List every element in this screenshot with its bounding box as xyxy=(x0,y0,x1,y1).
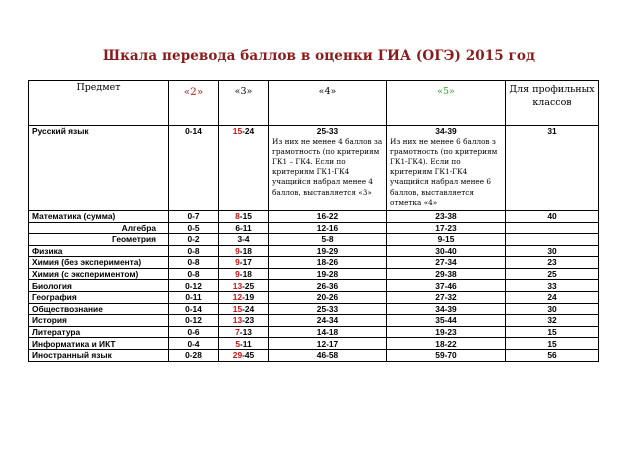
cell-grade-2: 0-14 xyxy=(169,303,219,315)
cell-grade-4: 16-22 xyxy=(269,210,387,222)
cell-grade-2: 0-12 xyxy=(169,280,219,292)
grade-3-start: 8 xyxy=(235,210,240,221)
table-row xyxy=(29,234,599,246)
cell-grade-5: 23-38 xyxy=(387,210,506,222)
cell-grade-5: 59-70 xyxy=(387,350,506,362)
grade-3-end: -24 xyxy=(242,126,255,136)
table-row xyxy=(29,315,599,327)
grade-3-start: 9 xyxy=(235,245,240,256)
cell-profile: 33 xyxy=(506,280,599,292)
cell-profile: 15 xyxy=(506,326,599,338)
cell-profile: 25 xyxy=(506,268,599,280)
cell-grade-3 xyxy=(219,257,269,269)
table-row xyxy=(29,222,599,234)
table-row xyxy=(29,257,599,269)
cell-grade-4: 24-34 xyxy=(269,315,387,327)
cell-grade-3 xyxy=(219,315,269,327)
grade-3-end: -18 xyxy=(239,245,252,256)
grade-3-end: -13 xyxy=(239,326,252,337)
cell-grade-2: 0-8 xyxy=(169,245,219,257)
grade-3-end: -23 xyxy=(242,315,255,326)
cell-subject: Физика xyxy=(29,245,169,257)
grade-5-range: 34-39 xyxy=(435,126,457,136)
cell-subject: Биология xyxy=(29,280,169,292)
grade-3-start: 13 xyxy=(232,315,243,326)
table-row xyxy=(29,268,599,280)
cell-grade-2: 0-4 xyxy=(169,338,219,350)
cell-profile: 30 xyxy=(506,245,599,257)
cell-profile xyxy=(506,234,599,246)
cell-grade-4: 14-18 xyxy=(269,326,387,338)
cell-grade-3 xyxy=(219,338,269,350)
cell-subject: Геометрия xyxy=(29,234,169,246)
grade-3-end: -25 xyxy=(242,280,255,291)
cell-grade-3 xyxy=(219,326,269,338)
grade-3-start: 15 xyxy=(232,126,243,136)
table-row xyxy=(29,210,599,222)
grade-3-end: -11 xyxy=(240,338,252,349)
cell-grade-2: 0-2 xyxy=(169,234,219,246)
cell-grade-5: 17-23 xyxy=(387,222,506,234)
cell-grade-5: 35-44 xyxy=(387,315,506,327)
grade-3-start: 13 xyxy=(232,280,243,291)
cell-grade-3 xyxy=(219,268,269,280)
grade-3-start: 9 xyxy=(235,257,240,268)
cell-grade-2: 0-11 xyxy=(169,292,219,304)
cell-grade-2: 0-14 xyxy=(169,126,219,211)
cell-grade-5: 27-32 xyxy=(387,292,506,304)
cell-grade-2: 0-8 xyxy=(169,268,219,280)
cell-profile xyxy=(506,222,599,234)
cell-subject: География xyxy=(29,292,169,304)
cell-grade-3 xyxy=(219,280,269,292)
cell-profile: 15 xyxy=(506,338,599,350)
grade-3-start: 9 xyxy=(235,268,240,279)
cell-grade-4: 18-26 xyxy=(269,257,387,269)
grade-3-end: -19 xyxy=(242,292,255,303)
cell-grade-3 xyxy=(219,245,269,257)
header-grade-2: «2» xyxy=(169,81,219,126)
cell-grade-2: 0-8 xyxy=(169,257,219,269)
cell-grade-3 xyxy=(219,234,269,246)
document-title: Шкала перевода баллов в оценки ГИА (ОГЭ) 2015 год xyxy=(102,48,536,64)
cell-subject: Иностранный язык xyxy=(29,350,169,362)
grade-3-start: 7 xyxy=(235,326,240,337)
table-row xyxy=(29,280,599,292)
grade-3-end: -18 xyxy=(239,268,252,279)
cell-grade-5: 29-38 xyxy=(387,268,506,280)
table-row xyxy=(29,350,599,362)
grade-3-end: -17 xyxy=(239,257,252,268)
cell-grade-4: 46-58 xyxy=(269,350,387,362)
cell-profile: 56 xyxy=(506,350,599,362)
cell-grade-2: 0-6 xyxy=(169,326,219,338)
cell-grade-5: 34-39 xyxy=(387,303,506,315)
cell-profile: 23 xyxy=(506,257,599,269)
cell-subject: Информатика и ИКТ xyxy=(29,338,169,350)
header-grade-4: «4» xyxy=(269,81,387,126)
cell-grade-4: 26-36 xyxy=(269,280,387,292)
grade-scale-table xyxy=(28,80,599,362)
table-row xyxy=(29,292,599,304)
cell-grade-5: 9-15 xyxy=(387,234,506,246)
grade-3-start: 29 xyxy=(232,350,243,361)
table-row xyxy=(29,338,599,350)
cell-grade-5: 18-22 xyxy=(387,338,506,350)
cell-grade-4: 19-29 xyxy=(269,245,387,257)
cell-grade-5: 37-46 xyxy=(387,280,506,292)
grade-3-start: 12 xyxy=(232,292,243,303)
cell-subject: Химия (с экспериментом) xyxy=(29,268,169,280)
cell-grade-4: 19-28 xyxy=(269,268,387,280)
grade-4-range: 25-33 xyxy=(316,126,339,136)
table-row-russian xyxy=(29,126,599,211)
table-header-row xyxy=(29,81,599,126)
cell-subject: Алгебра xyxy=(29,222,169,234)
header-profile: Для профильных классов xyxy=(506,81,599,126)
grade-3-end: -15 xyxy=(239,210,252,221)
cell-grade-3 xyxy=(219,126,269,211)
grade-3-start: 15 xyxy=(232,303,243,314)
cell-grade-3 xyxy=(219,303,269,315)
header-grade-3: «3» xyxy=(219,81,269,126)
header-grade-5: «5» xyxy=(387,81,506,126)
cell-subject: Литература xyxy=(29,326,169,338)
grade-4-note: Из них не менее 4 баллов за грамотность (по критериям ГК1 – ГК4. Если по критериям ГК1-ГК4 учащийся набрал менее 4 баллов, выставляется «3» xyxy=(272,136,383,197)
cell-grade-4: 5-8 xyxy=(269,234,387,246)
cell-grade-3 xyxy=(219,350,269,362)
grade-3-end: 3-4 xyxy=(237,234,250,245)
cell-subject: Обществознание xyxy=(29,303,169,315)
cell-subject: История xyxy=(29,315,169,327)
cell-profile: 40 xyxy=(506,210,599,222)
cell-grade-5 xyxy=(387,126,506,211)
cell-grade-3 xyxy=(219,222,269,234)
grade-3-start: 5 xyxy=(235,338,240,349)
grade-3-end: 6-11 xyxy=(235,222,252,233)
cell-grade-5: 30-40 xyxy=(387,245,506,257)
table-row xyxy=(29,326,599,338)
cell-grade-4: 12-17 xyxy=(269,338,387,350)
cell-grade-2: 0-12 xyxy=(169,315,219,327)
cell-subject: Химия (без эксперимента) xyxy=(29,257,169,269)
cell-grade-4: 20-26 xyxy=(269,292,387,304)
grade-3-end: -24 xyxy=(242,303,255,314)
cell-grade-3 xyxy=(219,210,269,222)
cell-grade-4 xyxy=(269,126,387,211)
cell-grade-4: 25-33 xyxy=(269,303,387,315)
cell-grade-5: 19-23 xyxy=(387,326,506,338)
cell-profile: 31 xyxy=(506,126,599,211)
header-subject: Предмет xyxy=(29,81,169,126)
cell-profile: 30 xyxy=(506,303,599,315)
cell-grade-3 xyxy=(219,292,269,304)
cell-profile: 24 xyxy=(506,292,599,304)
grade-5-note: Из них не менее 6 баллов з грамотность (по критериям ГК1-ГК4). Если по критериям ГК1-ГК4 учащийся набрал менее 6 баллов, выставляется отметка «4» xyxy=(390,136,498,207)
cell-subject: Математика (сумма) xyxy=(29,210,169,222)
grade-3-end: -45 xyxy=(242,350,255,361)
cell-grade-4: 12-16 xyxy=(269,222,387,234)
cell-grade-5: 27-34 xyxy=(387,257,506,269)
cell-subject: Русский язык xyxy=(29,126,169,211)
cell-grade-2: 0-5 xyxy=(169,222,219,234)
cell-grade-2: 0-7 xyxy=(169,210,219,222)
table-row xyxy=(29,245,599,257)
table-row xyxy=(29,303,599,315)
cell-grade-2: 0-28 xyxy=(169,350,219,362)
cell-profile: 32 xyxy=(506,315,599,327)
